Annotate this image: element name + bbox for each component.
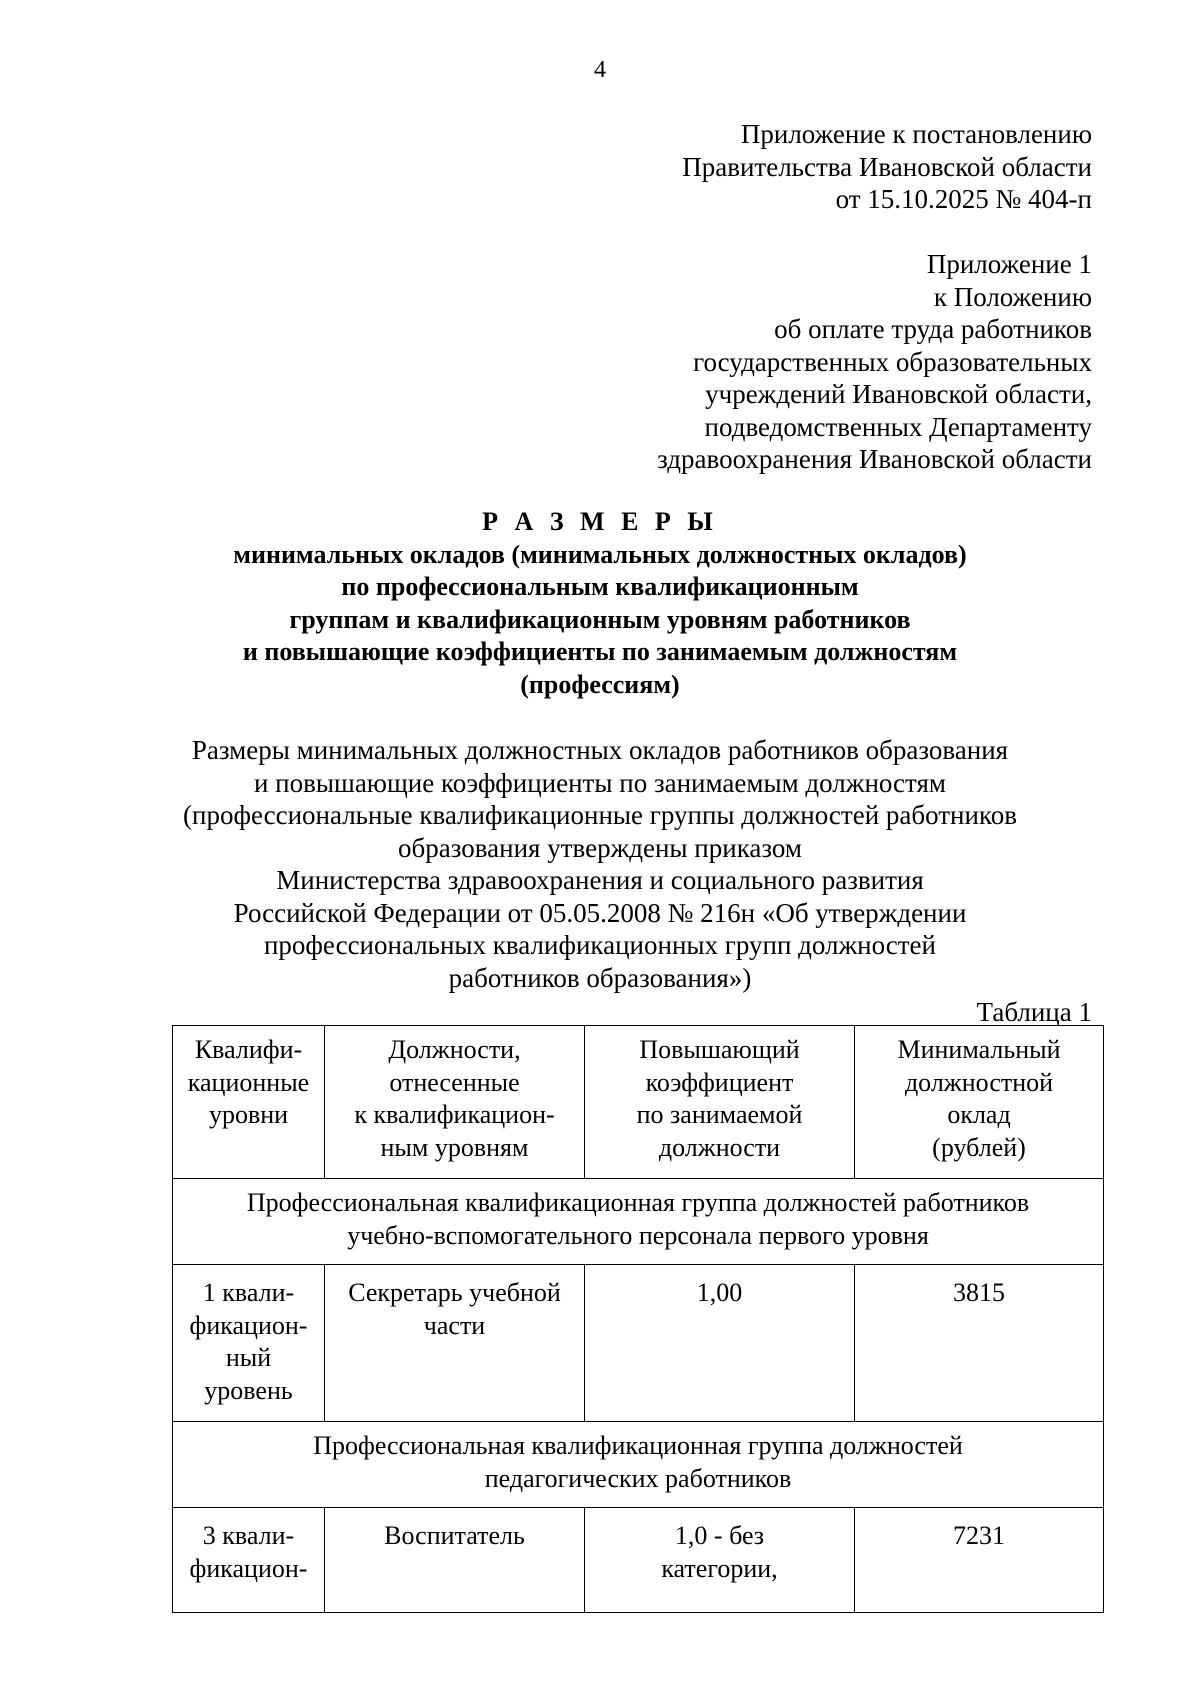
subtitle-line: (профессиональные квалификационные группы должностей работников	[183, 800, 1017, 830]
header-line: к квалификацион-	[354, 1100, 555, 1129]
header-line: Должности,	[388, 1035, 521, 1064]
cell-line: 1,00	[696, 1278, 743, 1307]
header-line: должности	[658, 1132, 781, 1162]
salary-cell: 7231	[855, 1508, 1104, 1613]
cell-line: 1 квали-	[202, 1278, 295, 1307]
section-subtitle	[120, 734, 1080, 994]
header-cell-positions	[325, 1026, 585, 1179]
table-header-row	[173, 1026, 1104, 1179]
table-row	[173, 1508, 1104, 1613]
header-cell-levels	[173, 1026, 325, 1179]
coefficient-cell	[585, 1265, 855, 1422]
coefficient-cell	[585, 1508, 855, 1613]
cell-line: уровень	[204, 1375, 293, 1405]
subtitle-line: Размеры минимальных должностных окладов работников образования	[191, 735, 1009, 765]
header-cell-coefficient	[585, 1026, 855, 1179]
header-line: оклад	[947, 1100, 1011, 1129]
level-cell	[173, 1265, 325, 1422]
table-group-row	[173, 1422, 1104, 1508]
header-line: уровни	[208, 1100, 289, 1129]
header-line: должностной	[904, 1067, 1054, 1097]
appendix-line: от 15.10.2025 № 404-п	[835, 184, 1092, 214]
header-line: Повышающий	[639, 1035, 800, 1064]
title-line: (профессиям)	[520, 669, 680, 699]
appendix-line: учреждений Ивановской области,	[705, 379, 1092, 409]
cell-line: фикацион-	[189, 1310, 308, 1340]
appendix-1-reference	[657, 248, 1092, 476]
cell-line: категории,	[661, 1553, 778, 1583]
header-line: коэффициент	[645, 1067, 794, 1097]
group-title-line: учебно-вспомогательного персонала первого уровня	[347, 1220, 929, 1250]
appendix-line: государственных образовательных	[693, 346, 1092, 377]
appendix-line: к Положению	[933, 281, 1092, 312]
cell-line: фикацион-	[189, 1553, 308, 1583]
cell-line: части	[423, 1310, 486, 1340]
appendix-line: Правительства Ивановской области	[682, 151, 1092, 182]
header-line: (рублей)	[932, 1132, 1026, 1162]
subtitle-line: Российской Федерации от 05.05.2008 № 216н «Об утверждении	[233, 897, 967, 928]
subtitle-line: и повышающие коэффициенты по занимаемым должностям	[253, 767, 946, 798]
header-line: ным уровням	[380, 1132, 529, 1162]
cell-line: Воспитатель	[384, 1521, 525, 1550]
title-line: группам и квалификационным уровням работников	[289, 604, 911, 634]
group-title-cell	[173, 1179, 1104, 1265]
title-line: по профессиональным квалификационным	[341, 572, 859, 601]
header-line: отнесенные	[389, 1067, 520, 1097]
subtitle-line: образования утверждены приказом	[398, 832, 802, 863]
subtitle-line: работников образования»)	[448, 962, 752, 993]
table-row	[173, 1265, 1104, 1422]
appendix-resolution-reference	[682, 118, 1092, 216]
appendix-line: об оплате труда работников	[774, 314, 1092, 344]
group-title-line: педагогических работников	[484, 1463, 792, 1493]
cell-line: Секретарь учебной	[348, 1278, 561, 1307]
group-title-line: Профессиональная квалификационная группа должностей	[313, 1431, 963, 1460]
appendix-line: здравоохранения Ивановской области	[657, 444, 1092, 474]
page-number: 4	[594, 57, 606, 83]
title-main: Р А З М Е Р Ы	[482, 507, 718, 536]
subtitle-line: Министерства здравоохранения и социального развития	[276, 865, 924, 895]
group-title-line: Профессиональная квалификационная группа должностей работников	[246, 1188, 1030, 1217]
document-title	[0, 506, 1200, 701]
cell-line: 1,0 - без	[674, 1521, 765, 1550]
position-cell	[325, 1265, 585, 1422]
position-cell	[325, 1508, 585, 1613]
header-line: Минимальный	[897, 1035, 1061, 1064]
header-line: Квалифи-	[194, 1035, 303, 1064]
salary-table	[172, 1025, 1104, 1613]
cell-line: 3 квали-	[202, 1521, 295, 1550]
appendix-line: Приложение к постановлению	[740, 119, 1092, 149]
level-cell	[173, 1508, 325, 1613]
title-line: и повышающие коэффициенты по занимаемым должностям	[242, 637, 958, 666]
subtitle-line: профессиональных квалификационных групп должностей	[263, 930, 936, 960]
header-line: кационные	[187, 1067, 310, 1097]
appendix-line: Приложение 1	[926, 249, 1092, 279]
cell-line: ный	[225, 1343, 272, 1372]
header-cell-salary	[855, 1026, 1104, 1179]
salary-cell: 3815	[855, 1265, 1104, 1422]
group-title-cell	[173, 1422, 1104, 1508]
title-line: минимальных окладов (минимальных должностных окладов)	[233, 539, 967, 569]
table-group-row	[173, 1179, 1104, 1265]
appendix-line: подведомственных Департаменту	[704, 411, 1092, 442]
table-label: Таблица 1	[976, 997, 1092, 1027]
header-line: по занимаемой	[636, 1100, 803, 1129]
